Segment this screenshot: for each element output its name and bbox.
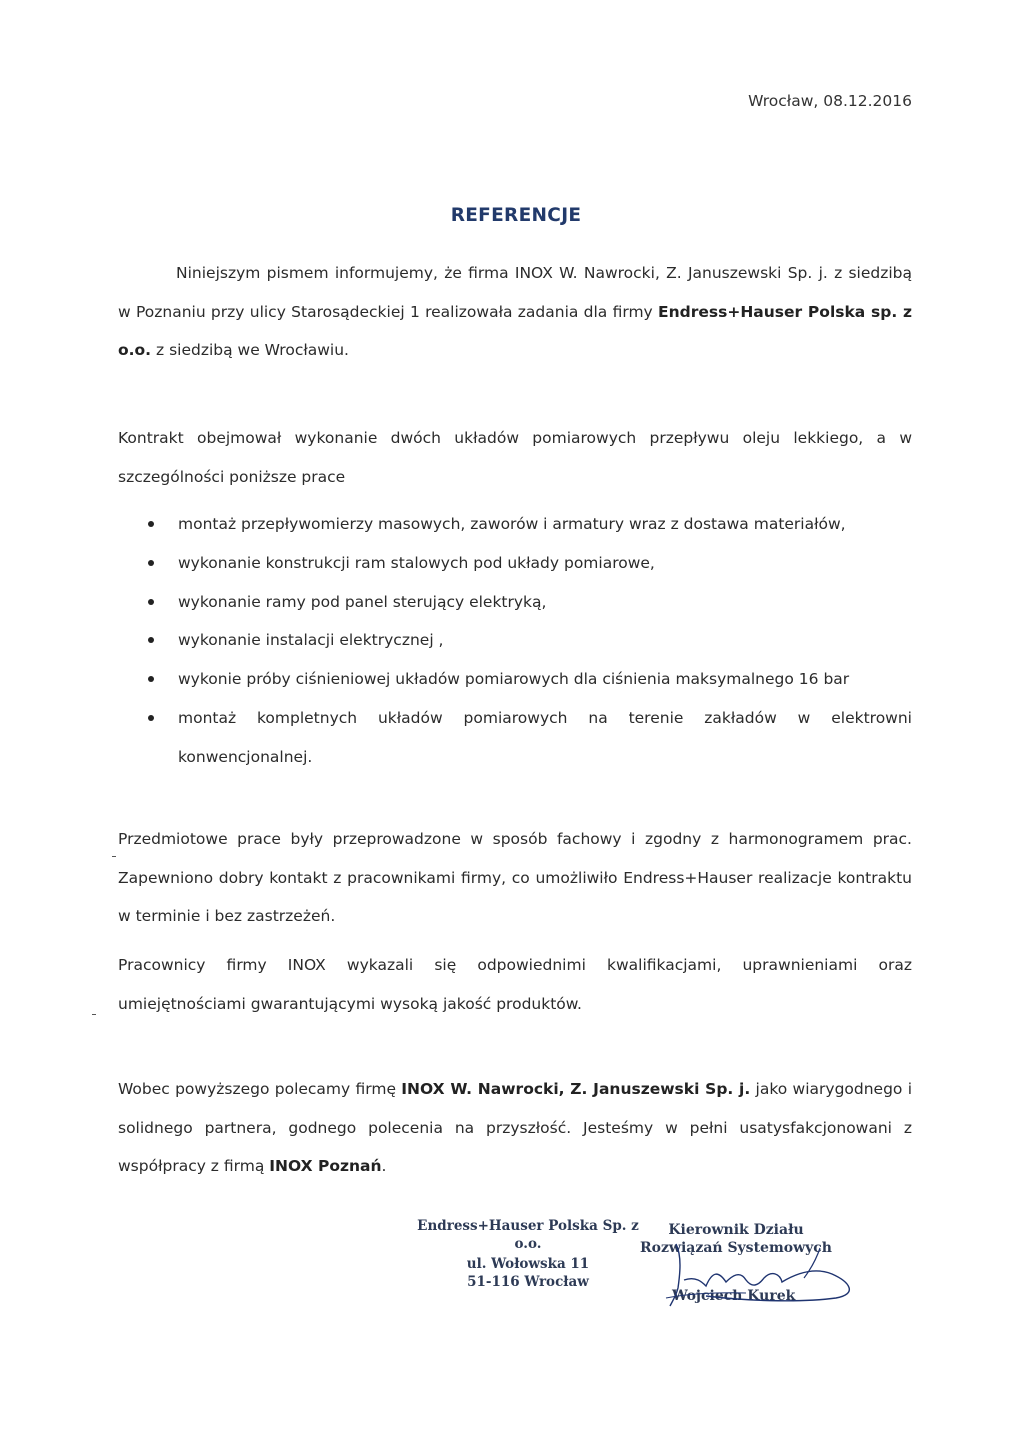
contract-paragraph	[118, 419, 912, 496]
signatory-name: Wojciech Kurek	[672, 1288, 796, 1304]
contract-text: Kontrakt obejmował wykonanie dwóch układów pomiarowych przepływu oleju lekkiego, a w szczególności poniższe prace	[118, 429, 912, 486]
staff-paragraph	[118, 946, 912, 1023]
intro-paragraph	[118, 254, 912, 370]
contractor-company-name: INOX W. Nawrocki, Z. Januszewski Sp. j.	[401, 1080, 751, 1098]
recommend-text: Wobec powyższego polecamy firmę	[118, 1080, 402, 1098]
task-item: wykonie próby ciśnieniowej układów pomiarowych dla ciśnienia maksymalnego 16 bar	[146, 660, 912, 699]
letter-date: Wrocław, 08.12.2016	[748, 92, 912, 110]
scan-mark	[112, 856, 116, 857]
intro-text: Niniejszym pismem informujemy, że firma INOX W. Nawrocki, Z. Januszewski Sp. j. z siedzibą w Poznaniu przy ulicy Starosądeckiej 1 realizowała zadania dla firmy	[118, 264, 912, 321]
letter-title: REFERENCJE	[450, 205, 582, 226]
works-text: Przedmiotowe prace były przeprowadzone w sposób fachowy i zgodny z harmonogramem prac. Zapewniono dobry kontakt z pracownikami firmy, co umożliwiło Endress+Hauser realizacje kontraktu w terminie i bez zastrzeżeń.	[118, 830, 912, 925]
stamp-company-name: Endress+Hauser Polska Sp. z o.o.	[417, 1218, 639, 1252]
stamp-city: 51-116 Wrocław	[467, 1273, 589, 1290]
intro-text-end: z siedzibą we Wrocławiu.	[151, 341, 349, 359]
task-item: montaż przepływomierzy masowych, zaworów i armatury wraz z dostawa materiałów,	[146, 505, 912, 544]
contractor-short-name: INOX Poznań	[269, 1157, 382, 1175]
recommend-text-middle: jako wiarygodnego i solidnego partnera, godnego polecenia na przyszłość. Jesteśmy w pełni usatysfakcjonowani z współpracy z firmą	[118, 1080, 913, 1175]
task-item: wykonanie ramy pod panel sterujący elektryką,	[146, 583, 912, 622]
client-company-name: Endress+Hauser Polska sp. z o.o.	[118, 302, 912, 359]
task-item: wykonanie konstrukcji ram stalowych pod układy pomiarowe,	[146, 544, 912, 583]
company-stamp	[408, 1218, 648, 1291]
stamp-street: ul. Wołowska 11	[466, 1256, 590, 1272]
signatory-department-line2: Rozwiązań Systemowych	[640, 1239, 832, 1256]
signatory-department-line1: Kierownik Działu	[668, 1222, 804, 1238]
recommend-text-end: .	[381, 1157, 387, 1175]
task-list	[146, 505, 912, 777]
staff-text: Pracownicy firmy INOX wykazali się odpowiednimi kwalifikacjami, uprawnieniami oraz umiejętnościami gwarantującymi wysoką jakość produktów.	[118, 956, 912, 1013]
scan-mark	[92, 1014, 96, 1015]
handwritten-signature	[636, 1236, 866, 1326]
recommendation-paragraph	[118, 1070, 912, 1186]
task-item: wykonanie instalacji elektrycznej ,	[146, 621, 912, 660]
works-paragraph	[118, 820, 912, 936]
task-item: montaż kompletnych układów pomiarowych na terenie zakładów w elektrowni konwencjonalnej.	[146, 699, 912, 777]
